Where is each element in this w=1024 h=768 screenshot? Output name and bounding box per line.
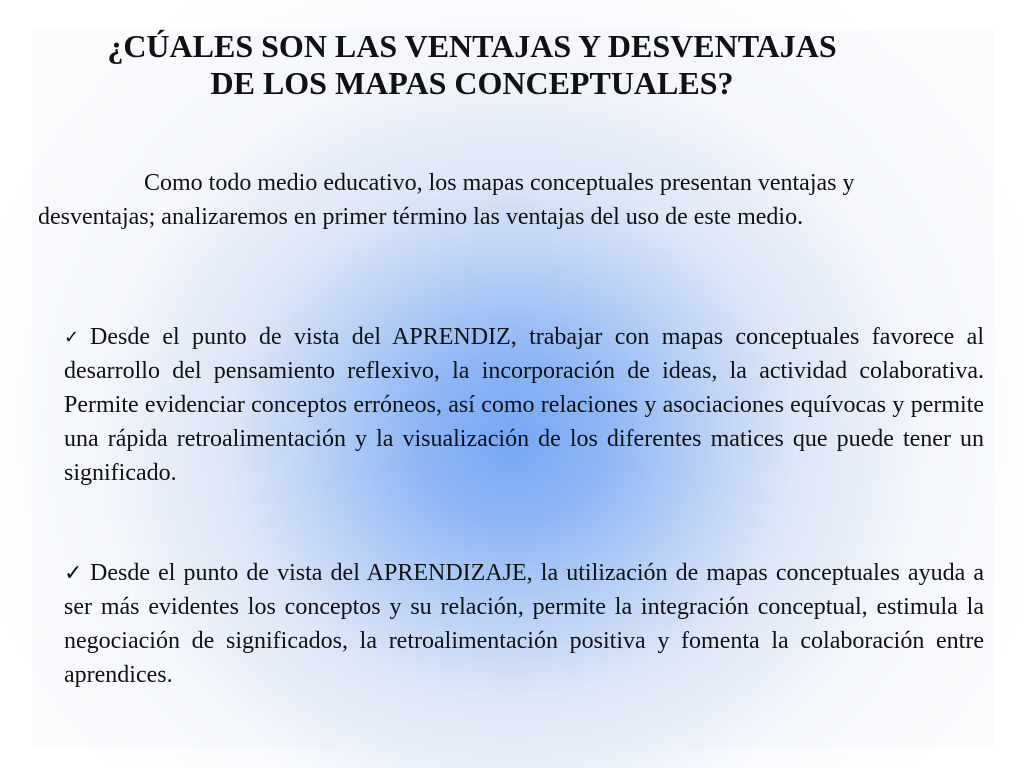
- title-line-1: ¿CÚALES SON LAS VENTAJAS Y DESVENTAJAS: [107, 28, 837, 64]
- bullet-aprendiz-text: Desde el punto de vista del APRENDIZ, trabajar con mapas conceptuales favorece al desarrollo del pensamiento reflexivo, la incorporación de ideas, la actividad colaborativa. Permite evidenciar conceptos erróneos, así como relaciones y asociaciones equívocas y permite una rápida retroalimentación y la visualización de los diferentes matices que puede tener un significado.: [64, 324, 984, 486]
- checkmark-icon: ✓: [64, 327, 80, 347]
- intro-paragraph: Como todo medio educativo, los mapas conceptuales presentan ventajas y desventajas; analizaremos en primer término las ventajas del uso de este medio.: [38, 170, 855, 230]
- title-line-2: DE LOS MAPAS CONCEPTUALES?: [210, 65, 734, 101]
- checkmark-icon: ✓: [64, 560, 83, 585]
- bullet-aprendizaje-text: Desde el punto de vista del APRENDIZAJE, la utilización de mapas conceptuales ayuda a ser más evidentes los conceptos y su relación, permite la integración conceptual, estimula la negociación de significados, la retroalimentación positiva y fomenta la colaboración entre aprendices.: [64, 560, 984, 688]
- slide-title: [0, 28, 944, 102]
- bullet-aprendizaje: [64, 556, 984, 692]
- bullet-aprendiz: [64, 320, 984, 490]
